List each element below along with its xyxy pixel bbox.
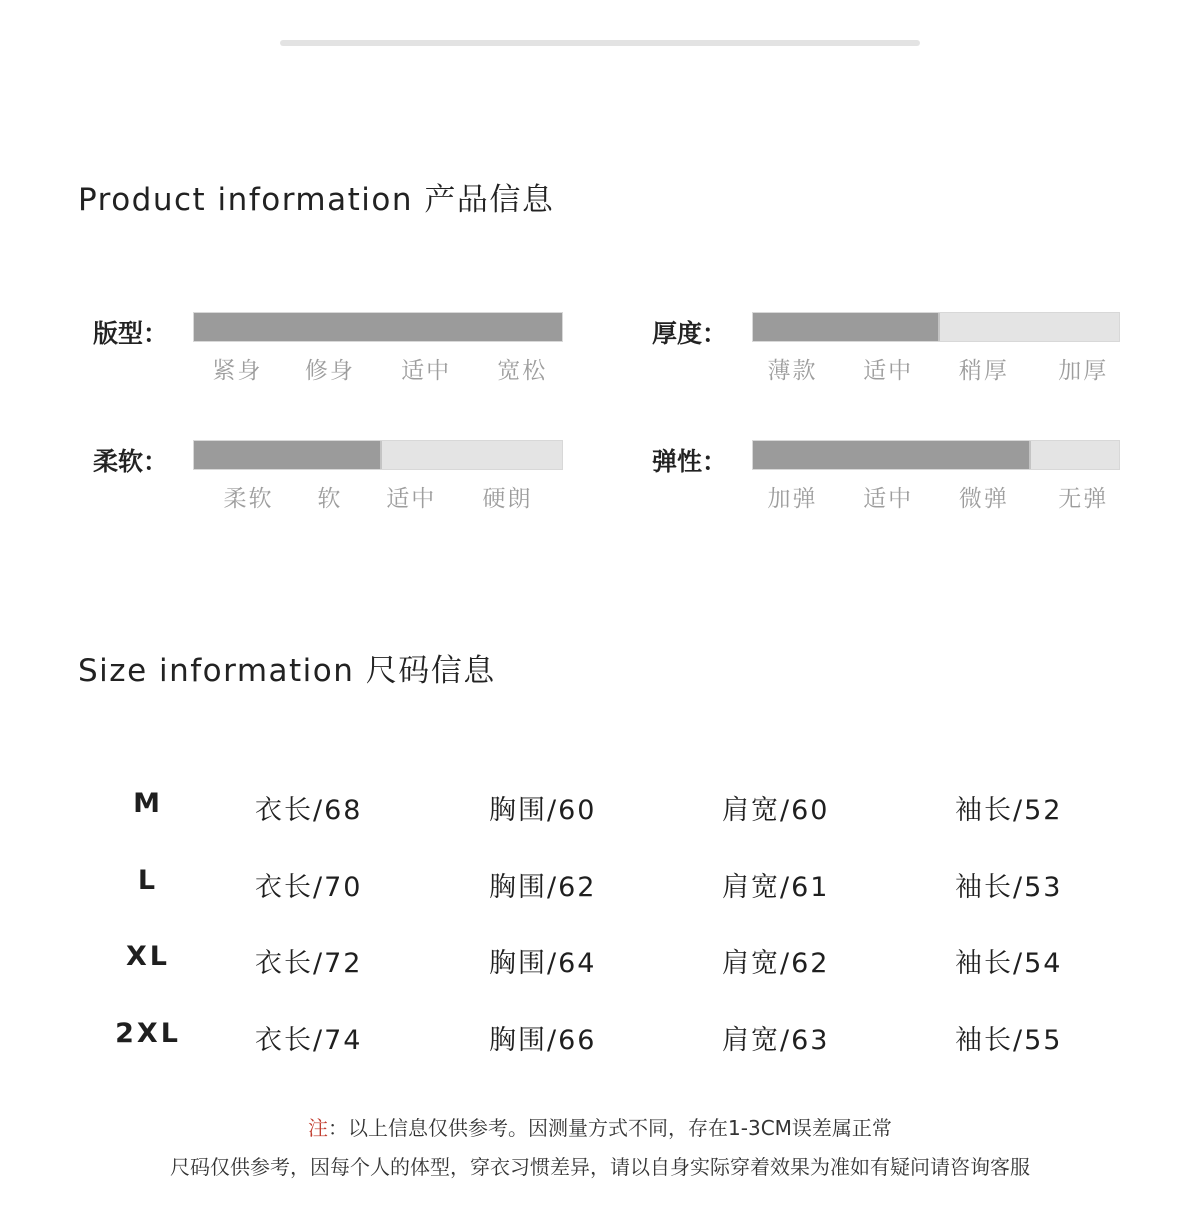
scale-tick: 适中 [401, 358, 452, 384]
scale-fill [753, 313, 940, 341]
scale-tick: 紧身 [212, 358, 263, 384]
sleeve-cell: 袖长/54 [955, 948, 1063, 979]
scale-ticks [752, 480, 1120, 510]
table-row [0, 865, 1200, 905]
scale-fill [753, 441, 1031, 469]
sleeve-cell: 袖长/55 [955, 1025, 1063, 1056]
table-row [0, 1018, 1200, 1058]
size-label: 2XL [115, 1018, 181, 1049]
table-row [0, 941, 1200, 981]
attribute-label: 版型： [93, 319, 169, 348]
chest-cell: 胸围/64 [489, 948, 597, 979]
scale-fill [194, 441, 382, 469]
sleeve-cell: 袖长/53 [955, 872, 1063, 903]
length-cell: 衣长/68 [255, 795, 363, 826]
shoulder-cell: 肩宽/63 [722, 1025, 830, 1056]
size-info-title: Size information 尺码信息 [78, 653, 496, 689]
scale-ticks [752, 352, 1120, 382]
note-prefix: 注 [308, 1116, 329, 1140]
scale-track [193, 312, 563, 342]
attribute-elasticity [652, 440, 1122, 520]
attribute-thickness [652, 312, 1122, 392]
top-divider [280, 40, 920, 46]
scale-ticks [193, 480, 563, 510]
size-label: XL [125, 941, 171, 972]
attribute-label: 柔软： [93, 447, 169, 476]
attribute-softness [93, 440, 563, 520]
scale-tick: 稍厚 [958, 358, 1009, 384]
shoulder-cell: 肩宽/60 [722, 795, 830, 826]
scale-tick: 微弹 [958, 486, 1009, 512]
measurement-note [0, 1112, 1200, 1141]
scale-track [752, 312, 1120, 342]
scale-tick: 适中 [863, 486, 914, 512]
length-cell: 衣长/70 [255, 872, 363, 903]
shoulder-cell: 肩宽/61 [722, 872, 830, 903]
scale-tick: 薄款 [767, 358, 818, 384]
scale-ticks [193, 352, 563, 382]
scale-tick: 软 [317, 486, 343, 512]
scale-tick: 柔软 [223, 486, 274, 512]
attribute-fit [93, 312, 563, 392]
table-row [0, 788, 1200, 828]
scale-tick: 无弹 [1058, 486, 1109, 512]
scale-tick: 宽松 [497, 358, 548, 384]
size-label: L [137, 865, 159, 896]
scale-tick: 加弹 [767, 486, 818, 512]
shoulder-cell: 肩宽/62 [722, 948, 830, 979]
scale-tick: 加厚 [1058, 358, 1109, 384]
size-disclaimer: 尺码仅供参考，因每个人的体型，穿衣习惯差异，请以自身实际穿着效果为准如有疑问请咨询客服 [170, 1155, 1030, 1179]
length-cell: 衣长/72 [255, 948, 363, 979]
chest-cell: 胸围/66 [489, 1025, 597, 1056]
product-info-title: Product information 产品信息 [78, 182, 555, 218]
scale-track [193, 440, 563, 470]
attribute-label: 厚度： [652, 319, 728, 348]
chest-cell: 胸围/62 [489, 872, 597, 903]
chest-cell: 胸围/60 [489, 795, 597, 826]
scale-fill [194, 313, 562, 341]
size-label: M [133, 788, 163, 819]
scale-tick: 修身 [304, 358, 355, 384]
attribute-label: 弹性： [652, 447, 728, 476]
scale-tick: 适中 [863, 358, 914, 384]
note-text: ：以上信息仅供参考。因测量方式不同，存在1-3CM误差属正常 [328, 1116, 892, 1140]
scale-tick: 硬朗 [482, 486, 533, 512]
scale-tick: 适中 [386, 486, 437, 512]
sleeve-cell: 袖长/52 [955, 795, 1063, 826]
scale-track [752, 440, 1120, 470]
length-cell: 衣长/74 [255, 1025, 363, 1056]
